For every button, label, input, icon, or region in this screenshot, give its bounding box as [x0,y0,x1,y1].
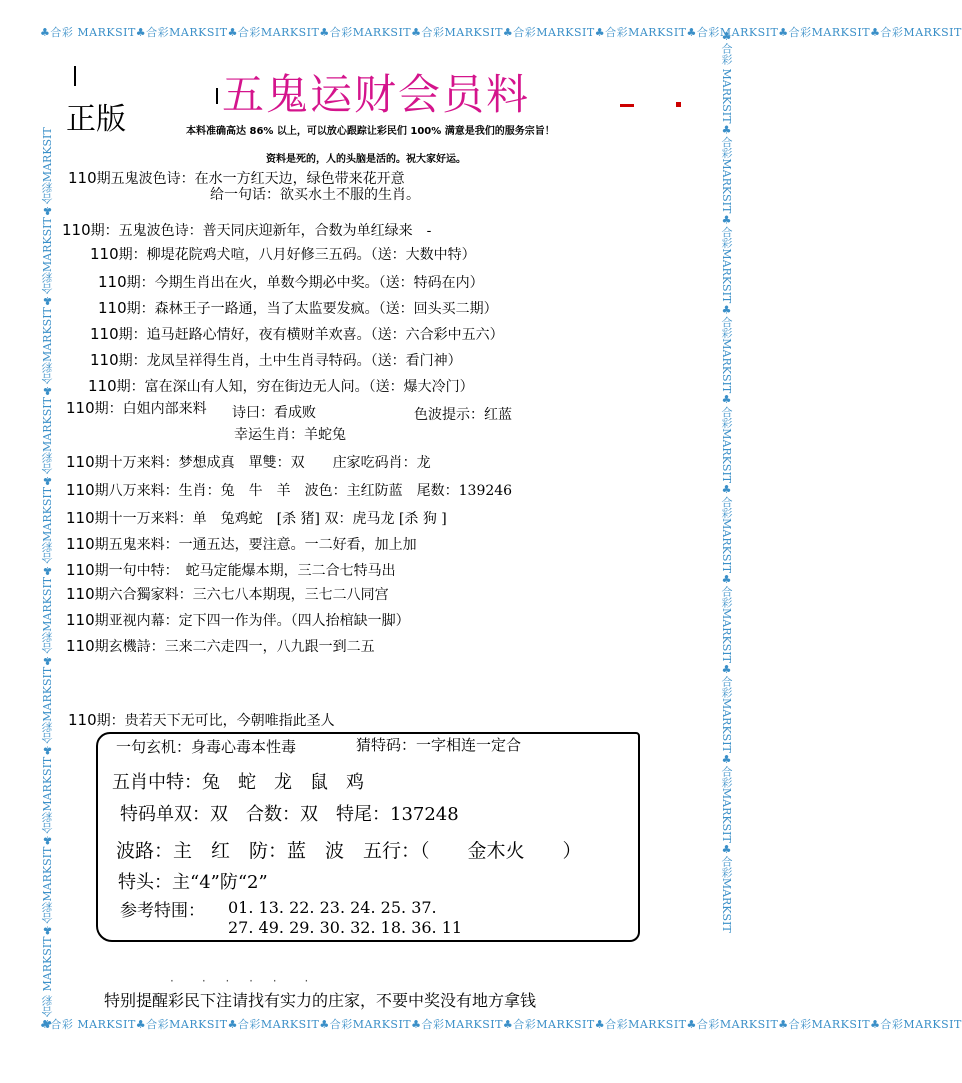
decorative-mark [676,102,681,107]
decorative-dots: · · · · · · [170,974,317,988]
reference-label: 参考特围： [120,901,205,921]
wave-line: 波路：主 红 防：蓝 波 五行：（ 金木火 ） [116,840,582,862]
reference-numbers-2: 27. 49. 29. 30. 32. 18. 36. 11 [228,918,463,937]
list-item: 110期一句中特： 蛇马定能爆本期，三二合七特马出 [66,561,396,579]
list-item: 110期十万来料：梦想成真 單雙：双 庄家吃码肖：龙 [66,453,431,471]
list-item: 给一句话：欲买水土不服的生肖。 [210,187,420,203]
tagline-luck: 资料是死的，人的头脑是活的。祝大家好运。 [266,154,466,165]
watermark-border-right: ♣合彩 MARKSIT♣合彩MARKSIT♣合彩MARKSIT♣合彩MARKSIT♣合彩MARKSIT♣合彩MARKSIT♣合彩MARKSIT♣合彩MARKSIT♣合彩MARKSIT♣合彩MARKSIT [720,30,733,933]
list-item: 110期八万来料：生肖：兔 牛 羊 波色：主红防蓝 尾数：139246 [66,481,513,499]
list-item: 110期：柳堤花院鸡犬喧，八月好修三五码。（送：大数中特） [90,245,476,263]
list-item: 诗曰：看成败 [232,405,316,421]
list-item: 110期：贵若天下无可比，今朝唯指此圣人 [68,711,335,729]
footer-notice: 特别提醒彩民下注请找有实力的庄家，不要中奖没有地方拿钱 [104,991,537,1010]
list-item: 110期：追马赶路心情好，夜有横财羊欢喜。（送：六合彩中五六） [90,325,504,343]
page-title: 五鬼运财会员料 [222,70,531,119]
list-item: 110期：白姐内部来料 [66,399,207,417]
watermark-border-top: ♣合彩 MARKSIT♣合彩MARKSIT♣合彩MARKSIT♣合彩MARKSIT♣合彩MARKSIT♣合彩MARKSIT♣合彩MARKSIT♣合彩MARKSIT♣合彩MARKSIT♣合彩MARKSIT [40,26,962,39]
list-item: 110期亚视内幕：定下四一作为伴。（四人抬棺缺一脚） [66,611,410,629]
list-item: 110期：富在深山有人知，穷在街边无人问。（送：爆大冷门） [88,377,474,395]
list-item: 色波提示：红蓝 [414,407,512,423]
list-item: 110期：森林王子一路通，当了太监要发疯。（送：回头买二期） [98,299,498,317]
odd-even-line: 特码单双：双 合数：双 特尾：137248 [120,804,459,825]
watermark-border-left: ♣合彩 MARKSIT♣合彩MARKSIT♣合彩MARKSIT♣合彩MARKSIT♣合彩MARKSIT♣合彩MARKSIT♣合彩MARKSIT♣合彩MARKSIT♣合彩MARKSIT♣合彩MARKSIT [41,127,54,1030]
list-item: 110期：今期生肖出在火，单数今期必中奖。（送：特码在内） [98,273,484,291]
list-item: 110期：五鬼波色诗：普天同庆迎新年，合数为单红绿来 - [62,221,432,239]
list-item: 110期五鬼波色诗：在水一方红天边，绿色带来花开意 [68,169,405,187]
list-item: 110期五鬼来料：一通五达，要注意。一二好看，加上加 [66,535,417,553]
head-line: 特头：主“4”防“2” [118,872,268,893]
reference-numbers-1: 01. 13. 22. 23. 24. 25. 37. [228,898,437,917]
list-item: 110期六合獨家料：三六七八本期現，三七二八同宫 [66,585,389,603]
five-zodiac-line: 五肖中特：兔 蛇 龙 鼠 鸡 [112,772,364,793]
tagline-accuracy: 本料准确高达 86% 以上，可以放心跟踪让彩民们 100% 满意是我们的服务宗旨！ [186,126,555,137]
edition-label: 正版 [66,102,126,137]
riddle-line: 一句玄机：身毒心毒本性毒 [116,738,297,756]
guess-line: 猜特码：一字相连一定合 [356,736,522,754]
decorative-mark [620,104,634,107]
list-item: 110期十一万来料：单 兔鸡蛇 [杀 猪] 双：虎马龙 [杀 狗 ] [66,509,447,527]
decorative-tick [74,66,76,86]
title-marker [216,88,218,104]
list-item: 110期：龙凤呈祥得生肖，土中生肖寻特码。（送：看门神） [90,351,462,369]
watermark-border-bottom: ♣合彩 MARKSIT♣合彩MARKSIT♣合彩MARKSIT♣合彩MARKSIT♣合彩MARKSIT♣合彩MARKSIT♣合彩MARKSIT♣合彩MARKSIT♣合彩MARKSIT♣合彩MARKSIT [40,1018,962,1031]
list-item: 幸运生肖：羊蛇兔 [234,427,346,443]
list-item: 110期玄機詩：三来二六走四一，八九跟一到二五 [66,637,375,655]
